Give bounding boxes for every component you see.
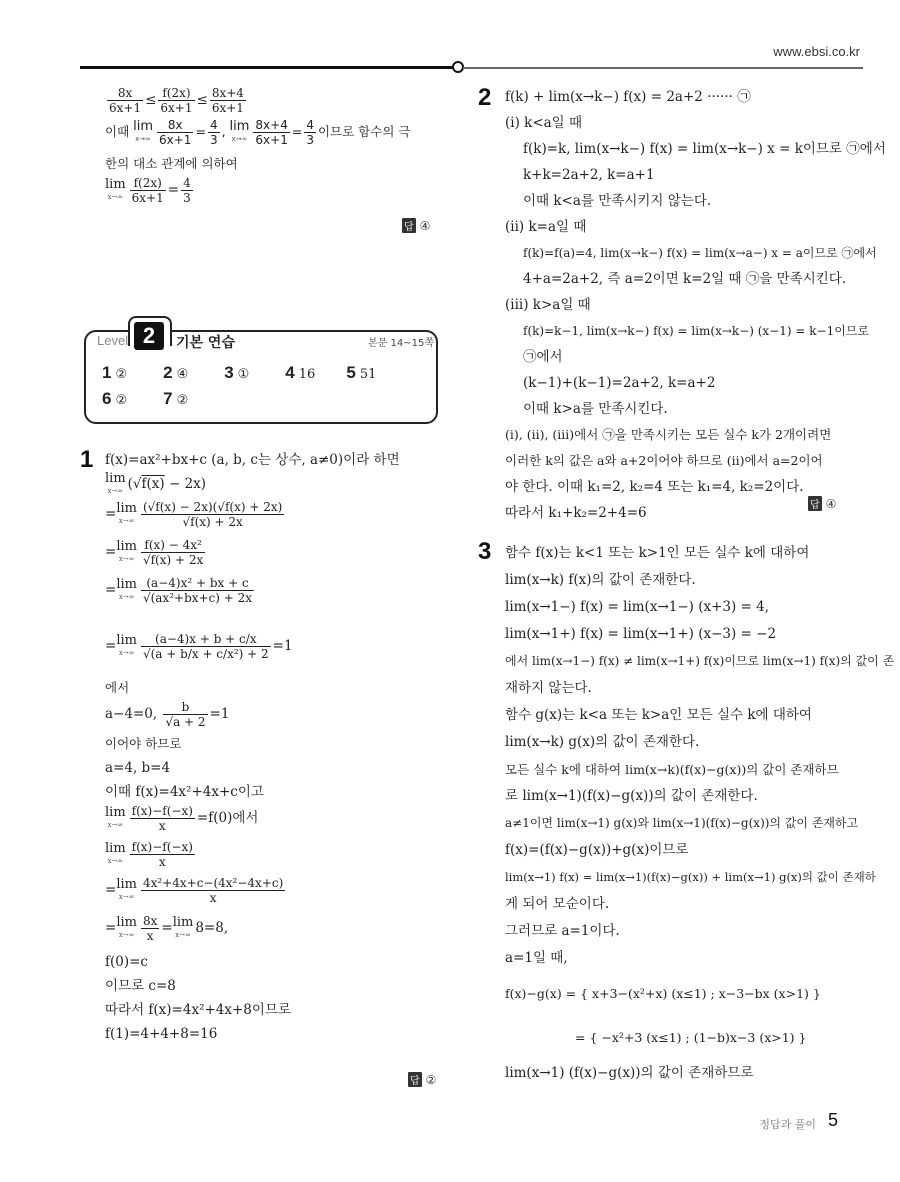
p2-line: f(k)=f(a)=4, lim(x→k−) f(x) = lim(x→a−) x = a이므로 ㉠에서 xyxy=(523,246,877,260)
level-answer-item: 6 ② xyxy=(102,389,128,408)
p1-line: = lim x→∞ $\frac{8x}{x}$ = lim x→∞ 8=8, xyxy=(105,914,229,943)
page-number: 5 xyxy=(827,1110,838,1130)
level-number-badge: 2 xyxy=(134,322,164,350)
answer-mark-icon: 답 xyxy=(808,496,822,511)
p2-line: 이때 k<a를 만족시키지 않는다. xyxy=(523,193,712,209)
p3-line: = { −x²+3 (x≤1) ; (1−b)x−3 (x>1) } xyxy=(575,1030,807,1045)
p2-line: k+k=2a+2, k=a+1 xyxy=(523,167,655,183)
problem-1-answer: 답 ② xyxy=(410,1073,437,1087)
p2-line: f(k)=k, lim(x→k−) f(x) = lim(x→k−) x = k이므로 ㉠에서 xyxy=(523,141,886,157)
p3-line: 게 되어 모순이다. xyxy=(505,896,610,912)
p1-line: 이때 f(x)=4x²+4x+c이고 xyxy=(105,784,264,800)
p2-line: (ii) k=a일 때 xyxy=(505,219,587,235)
p1-line: 이므로 c=8 xyxy=(105,978,176,994)
level-answer-list xyxy=(102,360,432,412)
p1-line: 따라서 f(x)=4x²+4x+8이므로 xyxy=(105,1002,292,1018)
p1-line: lim x→∞ $\frac{f(x)-f(-x)}{x}$ xyxy=(105,840,193,869)
level-answer-item: 1 ② xyxy=(102,363,128,382)
p3-line: lim(x→1) f(x) = lim(x→1)(f(x)−g(x)) + lim(x→1) g(x)의 값이 존재하 xyxy=(505,870,876,884)
problem-1-solution xyxy=(105,448,445,1046)
p3-line: a=1일 때, xyxy=(505,950,568,966)
level-answer-item: 2 ④ xyxy=(163,363,189,382)
p1-line: lim x→∞ (√f(x) − 2x) xyxy=(105,470,207,495)
p3-line: 함수 f(x)는 k<1 또는 k>1인 모든 실수 k에 대하여 xyxy=(505,545,810,561)
p2-line: ㉠에서 xyxy=(523,349,563,365)
problem-2-solution xyxy=(505,84,886,526)
p3-line: f(x)=(f(x)−g(x))+g(x)이므로 xyxy=(505,842,689,858)
intro-line-2: 한의 대소 관계에 의하여 xyxy=(105,156,238,171)
p2-line: 야 한다. 이때 k₁=2, k₂=4 또는 k₁=4, k₂=2이다. xyxy=(505,479,804,495)
p1-line: a=4, b=4 xyxy=(105,760,171,776)
level-answer-item: 4 16 xyxy=(285,363,316,382)
p1-line: = lim x→∞ $\frac{\text{f(x) − 4x²}}{√f(x) + 2x}$ xyxy=(105,538,204,567)
intro-solution xyxy=(105,86,445,210)
p3-line: a≠1이면 lim(x→1) g(x)와 lim(x→1)(f(x)−g(x))의 값이 존재하고 xyxy=(505,816,859,830)
p1-line: = lim x→∞ $\frac{\text{4x²+4x+c−(4x²−4x+c)}}{x}$ xyxy=(105,876,284,905)
p2-line: (iii) k>a일 때 xyxy=(505,297,591,313)
problem-3-solution xyxy=(505,540,895,1087)
p3-line: lim(x→1) (f(x)−g(x))의 값이 존재하므로 xyxy=(505,1065,754,1081)
p3-line: 함수 g(x)는 k<a 또는 k>a인 모든 실수 k에 대하여 xyxy=(505,707,812,723)
level-page-reference: 본문 14~15쪽 xyxy=(368,338,434,349)
intro-line-3: lim x→∞ $\frac{f(2x)}{6x+1}$ = $\frac{4}{3}$ xyxy=(105,176,191,205)
intro-line-0: $\frac{8x}{6x+1}$ ≤ $\frac{f(2x)}{6x+1}$ ≤ $\frac{8x+4}{6x+1}$ xyxy=(109,86,244,115)
p2-line: (i), (ii), (iii)에서 ㉠을 만족시키는 모든 실수 k가 2개이려면 xyxy=(505,427,832,442)
p3-line: lim(x→1−) f(x) = lim(x→1−) (x+3) = 4, xyxy=(505,599,770,615)
level-answer-item: 7 ② xyxy=(163,389,189,408)
p3-line: 로 lim(x→1)(f(x)−g(x))의 값이 존재한다. xyxy=(505,788,758,804)
p3-line: 모든 실수 k에 대하여 lim(x→k)(f(x)−g(x))의 값이 존재하므 xyxy=(505,762,839,777)
header-rule-left xyxy=(80,66,454,69)
p3-line: 재하지 않는다. xyxy=(505,680,592,696)
p1-line: = lim x→∞ $\frac{(a-4)x + b + c/x}{\text{√(a + b/x + c/x²) + 2}}$ =1 xyxy=(105,632,293,661)
p1-line: 에서 xyxy=(105,680,130,695)
intro-line-1: 이때 lim x→∞ $\frac{8x}{6x+1}$ = $\frac{4}{3}$ , lim x→∞ $\frac{8x+4}{6x+1}$ = $\frac{4}{3}$ 이므로 함수의 극 xyxy=(105,118,411,147)
answer-mark-icon: 답 xyxy=(402,218,416,233)
level-answer-item: 5 51 xyxy=(346,363,377,382)
p1-line: 이어야 하므로 xyxy=(105,736,182,751)
level-word: Level xyxy=(97,333,129,348)
p2-line: f(k)=k−1, lim(x→k−) f(x) = lim(x→k−) (x−1) = k−1이므로 xyxy=(523,324,869,338)
p1-line: f(1)=4+4+8=16 xyxy=(105,1026,218,1042)
intro-answer: 답 ④ xyxy=(404,219,431,233)
p3-line: lim(x→k) g(x)의 값이 존재한다. xyxy=(505,734,700,750)
site-url: www.ebsi.co.kr xyxy=(773,44,860,59)
p1-line: lim x→∞ $\frac{f(x)-f(-x)}{x}$ =f(0)에서 xyxy=(105,804,259,833)
p1-line: f(0)=c xyxy=(105,954,148,970)
p2-line: (i) k<a일 때 xyxy=(505,115,583,131)
p2-line: 이때 k>a를 만족시킨다. xyxy=(523,401,668,417)
problem-2-answer: 답 ④ xyxy=(810,497,837,511)
p2-line: 4+a=2a+2, 즉 a=2이면 k=2일 때 ㉠을 만족시킨다. xyxy=(523,271,847,287)
header-rule-right xyxy=(463,67,863,69)
p2-line: (k−1)+(k−1)=2a+2, k=a+2 xyxy=(523,375,716,391)
problem-1-number: 1 xyxy=(80,446,94,473)
p2-line: 이러한 k의 값은 a와 a+2이어야 하므로 (ii)에서 a=2이어 xyxy=(505,453,823,468)
p1-line: = lim x→∞ $\frac{\text{(a−4)x² + bx + c}}{\text{√(ax²+bx+c) + 2x}}$ xyxy=(105,576,253,605)
p3-line: lim(x→k) f(x)의 값이 존재한다. xyxy=(505,572,696,588)
p3-line: f(x)−g(x) = { x+3−(x²+x) (x≤1) ; x−3−bx (x>1) } xyxy=(505,986,821,1001)
level-answer-item: 3 ① xyxy=(224,363,250,382)
footer-label: 정답과 풀이 xyxy=(759,1118,816,1131)
p1-line: f(x)=ax²+bx+c (a, b, c는 상수, a≠0)이라 하면 xyxy=(105,452,400,468)
p2-line: f(k) + lim(x→k−) f(x) = 2a+2 ······ ㉠ xyxy=(505,89,751,105)
p2-line: 따라서 k₁+k₂=2+4=6 xyxy=(505,505,647,521)
p3-line: 에서 lim(x→1−) f(x) ≠ lim(x→1+) f(x)이므로 lim(x→1) f(x)의 값이 존 xyxy=(505,654,895,668)
p1-line: = lim x→∞ $\frac{(√f(x) - 2x)(√f(x) + 2x)}{√f(x) + 2x}$ xyxy=(105,500,283,529)
p1-line: a−4=0, $\frac{b}{√a + 2}$ =1 xyxy=(105,700,230,729)
problem-3-number: 3 xyxy=(478,538,492,565)
problem-2-number: 2 xyxy=(478,84,492,111)
p3-line: 그러므로 a=1이다. xyxy=(505,923,620,939)
p3-line: lim(x→1+) f(x) = lim(x→1+) (x−3) = −2 xyxy=(505,626,777,642)
level-title: 기본 연습 xyxy=(176,335,235,351)
answer-mark-icon: 답 xyxy=(408,1072,422,1087)
